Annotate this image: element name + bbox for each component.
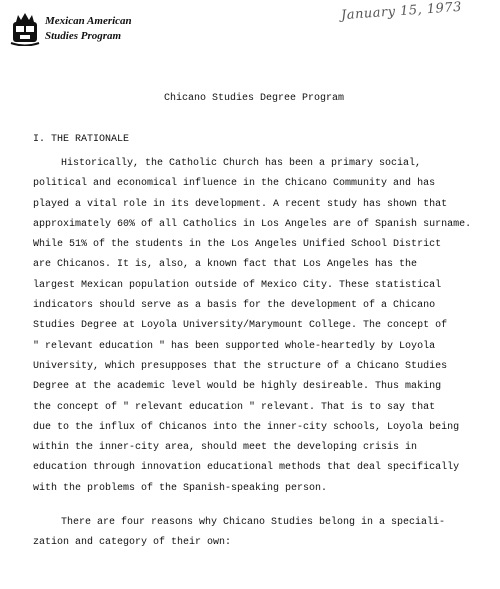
text-line: political and economical influence in the Chicano Community and has <box>33 178 436 190</box>
text-line: There are four reasons why Chicano Studies belong in a speciali- <box>61 517 446 529</box>
text-line: largest Mexican population outside of Mexico City. These statistical <box>33 279 442 291</box>
text-line: While 51% of the students in the Los Angeles Unified School District <box>33 239 442 251</box>
letterhead <box>45 14 132 44</box>
letterhead-line: Studies Program <box>45 30 122 42</box>
text-line: played a vital role in its development. A recent study has shown that <box>33 198 448 210</box>
text-line: due to the influx of Chicanos into the inner-city schools, Loyola being <box>33 421 460 433</box>
text-line: University, which presupposes that the structure of a Chicano Studies <box>33 360 448 372</box>
text-line: are Chicanos. It is, also, a known fact that Los Angeles has the <box>33 259 418 271</box>
text-line: approximately 60% of all Catholics in Los Angeles are of Spanish surname. <box>33 218 472 230</box>
text-line: with the problems of the Spanish-speaking person. <box>33 482 328 494</box>
text-line: the concept of " relevant education " relevant. That is to say that <box>33 401 436 413</box>
text-line: Studies Degree at Loyola University/Marymount College. The concept of <box>33 320 448 332</box>
text-line: zation and category of their own: <box>33 537 232 549</box>
text-line: indicators should serve as a basis for the development of a Chicano <box>33 300 436 312</box>
text-line: " relevant education " has been supported whole-heartedly by Loyola <box>33 340 436 352</box>
text-line: within the inner-city area, should meet the developing crisis in <box>33 442 418 454</box>
university-seal-icon <box>10 12 40 46</box>
document-title: Chicano Studies Degree Program <box>163 93 345 104</box>
paragraph-gap <box>33 499 488 513</box>
handwritten-date: January 15, 1973 <box>340 0 463 24</box>
text-line: Degree at the academic level would be highly desireable. Thus making <box>33 381 442 393</box>
text-line: education through innovation educational methods that deal specifically <box>33 462 460 474</box>
letterhead-line: Mexican American <box>45 15 132 27</box>
body-text <box>33 154 488 554</box>
section-heading: I. THE RATIONALE <box>33 134 130 145</box>
text-line: Historically, the Catholic Church has been a primary social, <box>61 158 422 169</box>
